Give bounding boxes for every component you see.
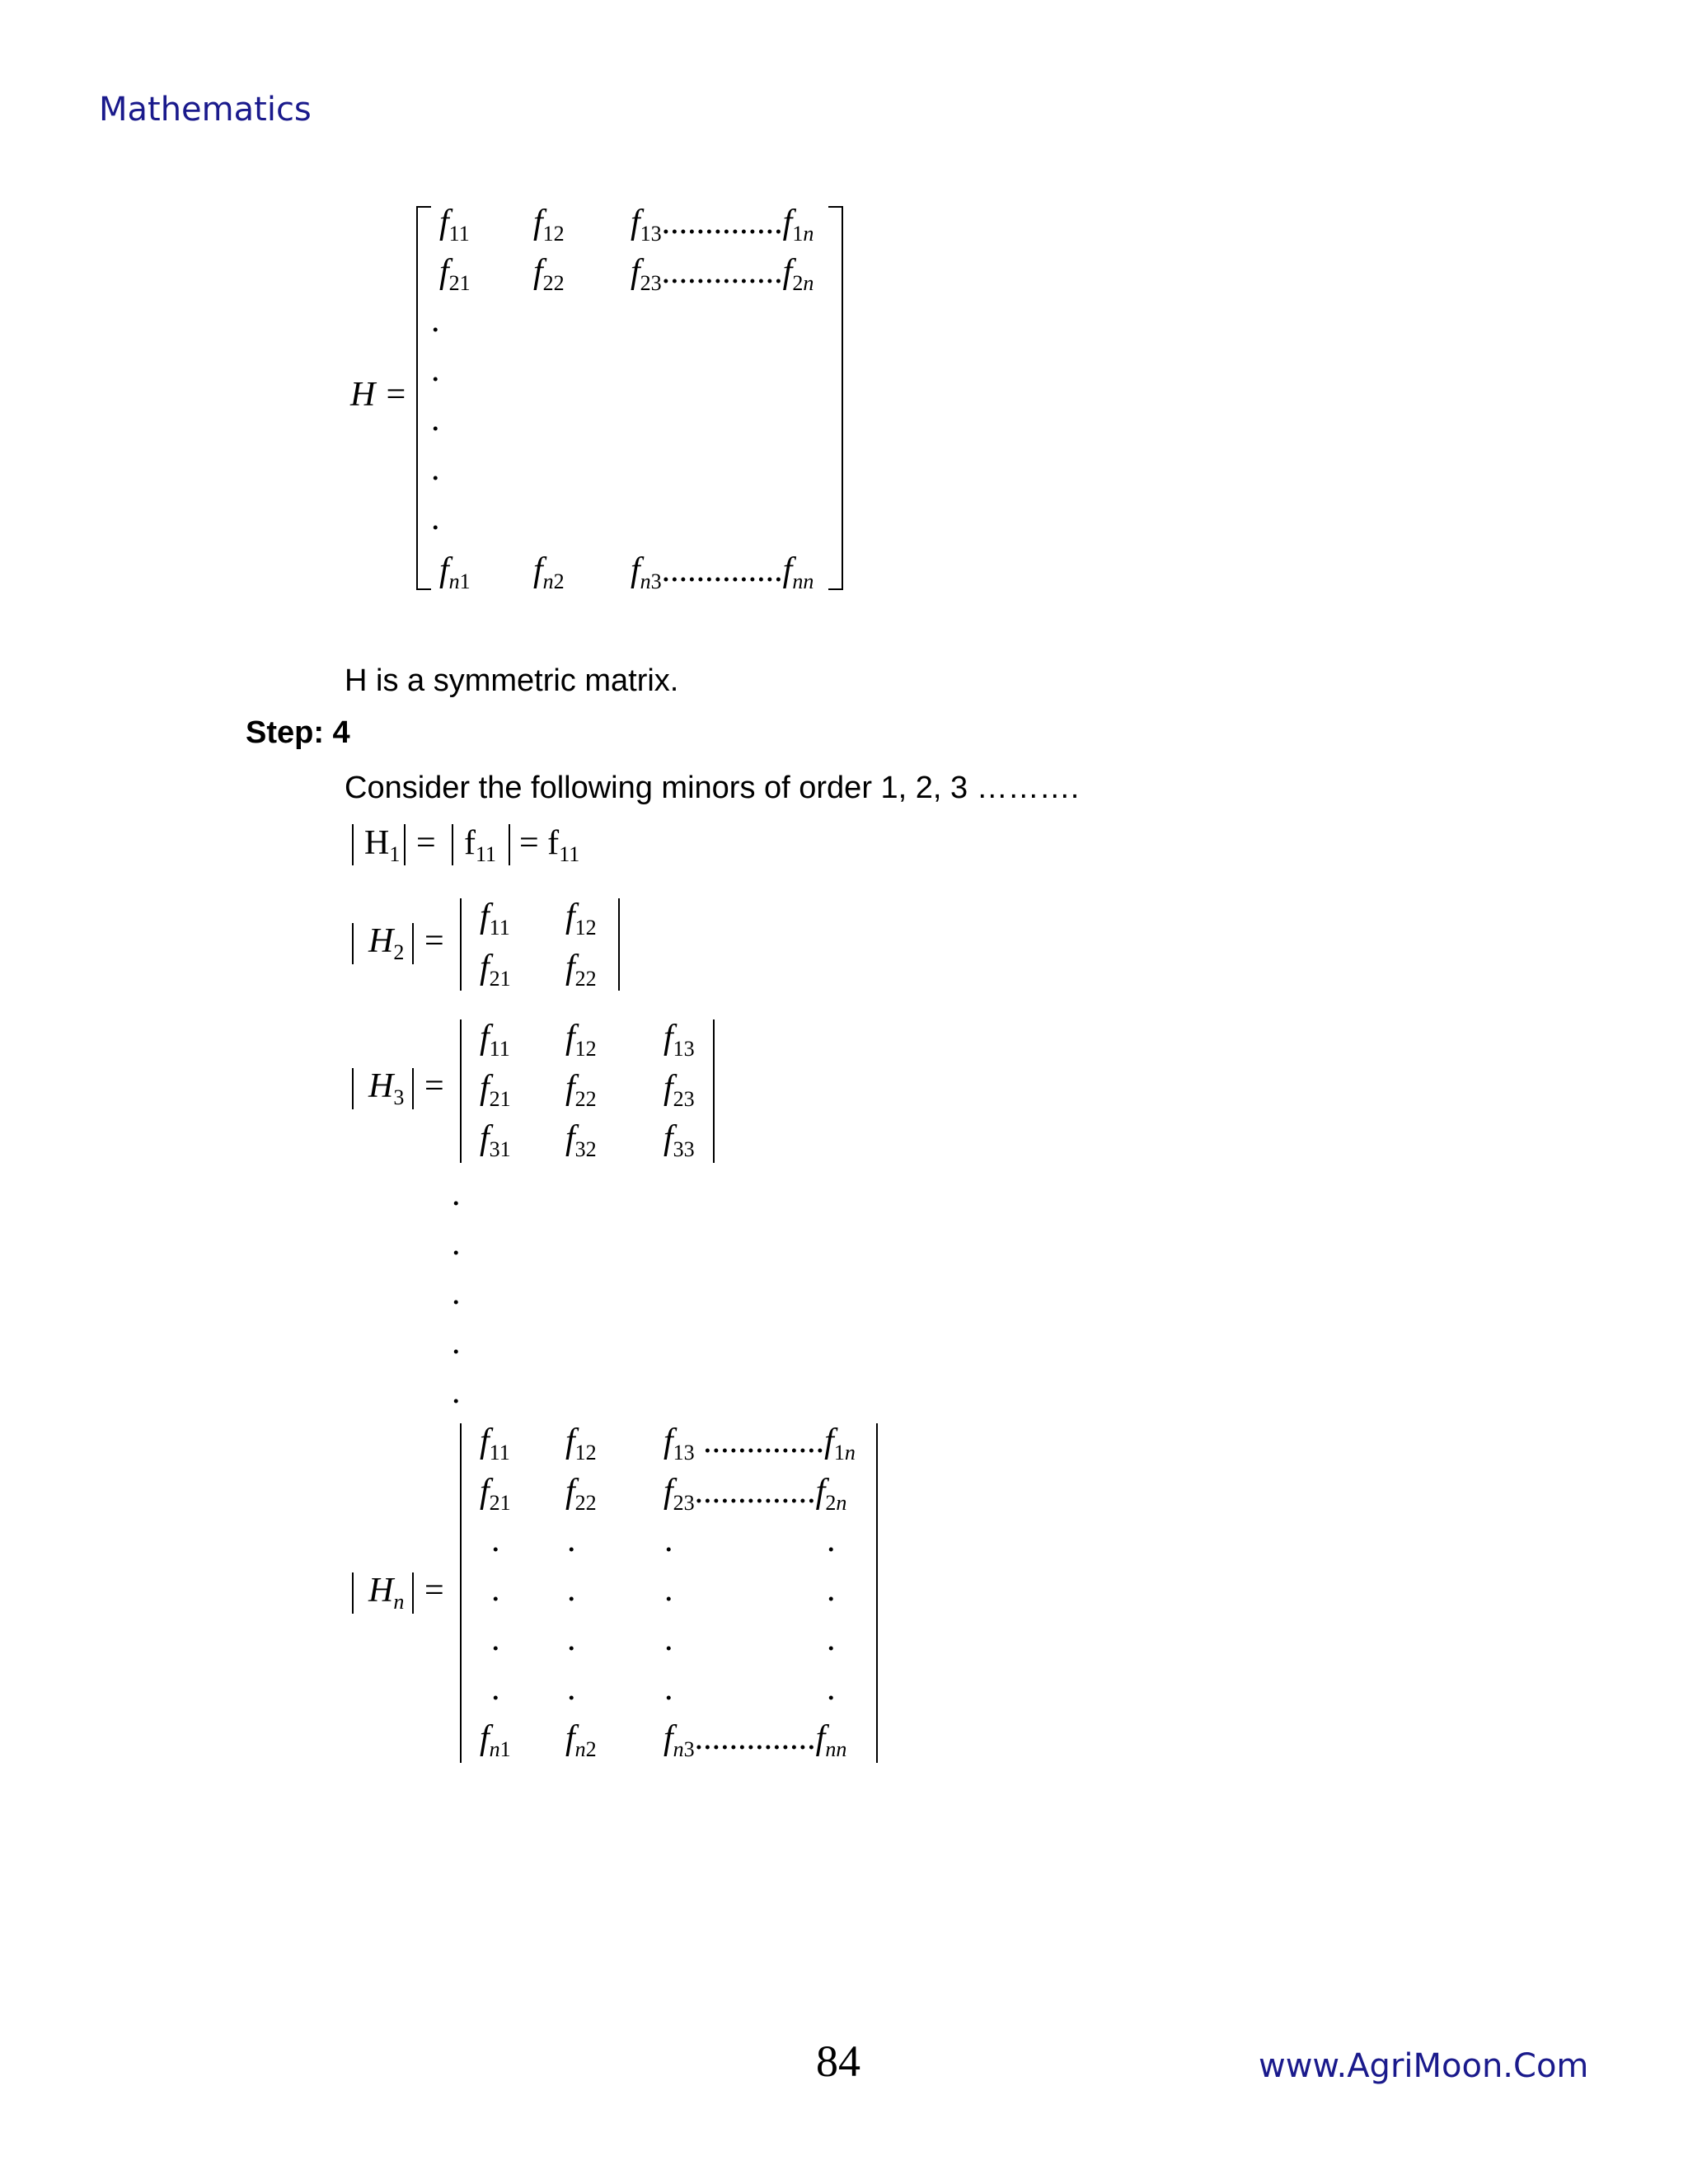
hessian-left-bracket: [416, 206, 431, 590]
continuation-dot: .: [452, 1324, 461, 1361]
hessian-r2-c2: $f_{22}$: [533, 253, 565, 295]
minorn-eq: =: [424, 1572, 444, 1610]
minors-intro: Consider the following minors of order 1, 2, 3 ……….: [345, 771, 1080, 805]
minorn-dot: .: [827, 1571, 836, 1609]
det-bar: [352, 1068, 354, 1109]
hessian-rn-c1: $f_{n1}$: [439, 551, 471, 593]
minorn-r1-c1: $f_{11}$: [480, 1422, 510, 1465]
minor3-cell: $f_{21}$: [480, 1069, 511, 1111]
minor1-f: $f_{11}$: [464, 824, 497, 866]
symmetric-statement: H is a symmetric matrix.: [345, 663, 679, 698]
hessian-vdot: .: [431, 302, 440, 340]
det-bar: [352, 923, 354, 964]
hessian-r2-c3: $f_{23}..............f_{2n}$: [631, 253, 814, 295]
hessian-vdot: .: [431, 401, 440, 438]
minor2-cell: $f_{12}$: [565, 898, 597, 940]
minor3-cell: $f_{13}$: [663, 1019, 695, 1061]
minorn-rn-c1: $f_{n1}$: [480, 1719, 511, 1761]
minor3-cell: $f_{33}$: [663, 1119, 695, 1161]
minor3-H: $H_3$: [368, 1067, 405, 1109]
hessian-vdot: .: [431, 450, 440, 488]
minor3-eq: =: [424, 1067, 444, 1105]
minorn-r2-c1: $f_{21}$: [480, 1473, 511, 1515]
det-bar: [352, 824, 354, 865]
minor2-cell: $f_{22}$: [565, 949, 597, 991]
hessian-r1-c3: $f_{13}..............f_{1n}$: [631, 204, 814, 246]
det-bar: [412, 1572, 414, 1614]
minorn-dot: .: [827, 1670, 836, 1708]
minor3-cell: $f_{22}$: [565, 1069, 597, 1111]
continuation-dot: .: [452, 1175, 461, 1213]
minorn-r2-c3: $f_{23}..............f_{2n}$: [663, 1473, 847, 1515]
det-bar: [412, 1068, 414, 1109]
minorn-dot: .: [567, 1670, 576, 1708]
det-left-bar: [460, 1423, 462, 1763]
minorn-dot: .: [567, 1620, 576, 1658]
minorn-r1-c2: $f_{12}$: [565, 1422, 597, 1465]
minorn-r2-c2: $f_{22}$: [565, 1473, 597, 1515]
minor1-eq: =: [416, 824, 436, 862]
hessian-r2-c1: $f_{21}$: [439, 253, 471, 295]
continuation-dot: .: [452, 1373, 461, 1411]
continuation-dot: .: [452, 1274, 461, 1312]
page-number: 84: [816, 2036, 860, 2086]
det-left-bar: [460, 898, 462, 991]
minor2-eq: =: [424, 922, 444, 960]
minor3-cell: $f_{11}$: [480, 1019, 510, 1061]
det-right-bar: [713, 1019, 715, 1163]
minorn-rn-c2: $f_{n2}$: [565, 1719, 597, 1761]
minor3-cell: $f_{32}$: [565, 1119, 597, 1161]
minorn-dot: .: [664, 1670, 673, 1708]
minorn-dot: .: [664, 1521, 673, 1559]
minorn-H: $H_n$: [368, 1572, 405, 1614]
minor2-cell: $f_{11}$: [480, 898, 510, 940]
minorn-dot: .: [491, 1521, 500, 1559]
minorn-r1-c3: $f_{13}$ $..............f_{1n}$: [663, 1422, 856, 1465]
minorn-dot: .: [664, 1571, 673, 1609]
minorn-dot: .: [827, 1620, 836, 1658]
minor1-H: $H_1$: [364, 824, 401, 866]
hessian-vdot: .: [431, 351, 440, 389]
det-right-bar: [876, 1423, 878, 1763]
minor3-cell: $f_{12}$: [565, 1019, 597, 1061]
minor2-cell: $f_{21}$: [480, 949, 511, 991]
det-bar: [404, 824, 406, 865]
hessian-r1-c1: $f_{11}$: [439, 204, 470, 246]
det-bar: [352, 1572, 354, 1614]
hessian-rn-c2: $f_{n2}$: [533, 551, 565, 593]
det-bar: [452, 824, 453, 865]
hessian-vdot: .: [431, 499, 440, 537]
minor1-result: = $f_{11}$: [519, 824, 580, 866]
step-label: Step: 4: [246, 715, 350, 750]
hessian-lhs: H =: [350, 376, 408, 414]
hessian-rn-c3: $f_{n3}..............f_{nn}$: [631, 551, 814, 593]
det-left-bar: [460, 1019, 462, 1163]
hessian-right-bracket: [828, 206, 843, 590]
det-bar: [509, 824, 510, 865]
det-right-bar: [618, 898, 620, 991]
minor2-H: $H_2$: [368, 922, 405, 964]
minorn-rn-c3: $f_{n3}..............f_{nn}$: [663, 1719, 847, 1761]
minor3-cell: $f_{31}$: [480, 1119, 511, 1161]
minorn-dot: .: [664, 1620, 673, 1658]
minorn-dot: .: [491, 1571, 500, 1609]
det-bar: [412, 923, 414, 964]
minorn-dot: .: [567, 1521, 576, 1559]
footer-website: www.AgriMoon.Com: [1259, 2047, 1589, 2085]
hessian-r1-c2: $f_{12}$: [533, 204, 565, 246]
minor3-cell: $f_{23}$: [663, 1069, 695, 1111]
continuation-dot: .: [452, 1225, 461, 1263]
minorn-dot: .: [567, 1571, 576, 1609]
minorn-dot: .: [491, 1670, 500, 1708]
minorn-dot: .: [491, 1620, 500, 1658]
header-title: Mathematics: [99, 91, 312, 129]
minorn-dot: .: [827, 1521, 836, 1559]
